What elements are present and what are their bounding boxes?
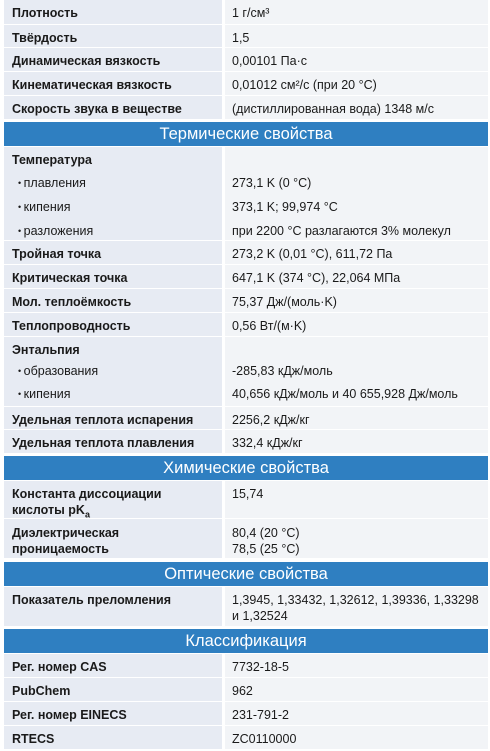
label-pka-text: кислоты pK bbox=[12, 503, 85, 517]
value-refractive-index bbox=[222, 587, 488, 627]
label-hardness: Твёрдость bbox=[4, 25, 222, 48]
value-density: 1 г/см³ bbox=[222, 0, 488, 25]
row-density bbox=[4, 0, 488, 25]
label-refractive-index: Показатель преломления bbox=[4, 587, 222, 627]
label-enthalpy-boiling: • кипения bbox=[12, 386, 230, 408]
section-chemical-header: Химические свойства bbox=[4, 456, 488, 480]
label-einecs: Рег. номер EINECS bbox=[4, 702, 222, 726]
label-kinematic-viscosity: Кинематическая вязкость bbox=[4, 72, 222, 96]
label-pka-subscript: a bbox=[84, 509, 90, 520]
row-dielectric bbox=[4, 519, 488, 559]
label-thermal-conductivity: Теплопроводность bbox=[4, 313, 222, 337]
label-critical-point: Критическая точка bbox=[4, 265, 222, 289]
value-boiling: 373,1 K; 99,974 °C bbox=[232, 200, 338, 214]
row-cas bbox=[4, 654, 488, 678]
row-rtecs bbox=[4, 726, 488, 750]
temperature-values bbox=[222, 147, 488, 241]
label-decomposition: • разложения bbox=[12, 223, 230, 245]
value-melting: 273,1 K (0 °C) bbox=[232, 176, 312, 190]
label-pka bbox=[4, 481, 222, 519]
row-sound-speed bbox=[4, 96, 488, 120]
row-fusion-heat bbox=[4, 430, 488, 454]
label-triple-point: Тройная точка bbox=[4, 241, 222, 265]
section-classification-header: Классификация bbox=[4, 629, 488, 653]
value-pubchem: 962 bbox=[222, 678, 488, 702]
label-melting: • плавления bbox=[12, 175, 230, 199]
value-dielectric-20: 80,4 (20 °C) bbox=[232, 526, 300, 540]
value-critical-point: 647,1 K (374 °C), 22,064 МПа bbox=[222, 265, 488, 289]
row-einecs bbox=[4, 702, 488, 726]
temperature-labels bbox=[4, 147, 222, 241]
label-density: Плотность bbox=[4, 0, 222, 25]
label-dielectric bbox=[4, 519, 222, 559]
row-pubchem bbox=[4, 678, 488, 702]
row-kinematic-viscosity bbox=[4, 72, 488, 96]
row-refractive-index bbox=[4, 587, 488, 627]
label-dynamic-viscosity: Динамическая вязкость bbox=[4, 48, 222, 72]
row-pka bbox=[4, 481, 488, 519]
enthalpy-values bbox=[222, 337, 488, 407]
value-dielectric bbox=[222, 519, 488, 559]
value-formation: -285,83 кДж/моль bbox=[232, 364, 333, 378]
value-refractive-index-line2: и 1,32524 bbox=[232, 609, 288, 623]
label-boiling: • кипения bbox=[12, 199, 230, 223]
label-enthalpy: Энтальпия bbox=[12, 343, 80, 357]
row-evaporation-heat bbox=[4, 407, 488, 430]
value-decomposition: при 2200 °C разлагаются 3% молекул bbox=[232, 224, 451, 238]
label-temperature: Температура bbox=[12, 153, 92, 167]
section-thermal-header: Термические свойства bbox=[4, 122, 488, 146]
row-thermal-conductivity bbox=[4, 313, 488, 337]
label-pubchem: PubChem bbox=[4, 678, 222, 702]
value-thermal-conductivity: 0,56 Вт/(м·K) bbox=[222, 313, 488, 337]
section-optical-header: Оптические свойства bbox=[4, 562, 488, 586]
value-hardness: 1,5 bbox=[222, 25, 488, 48]
value-pka: 15,74 bbox=[222, 481, 488, 519]
row-triple-point bbox=[4, 241, 488, 265]
label-heat-capacity: Мол. теплоёмкость bbox=[4, 289, 222, 313]
label-dielectric-line2: проницаемость bbox=[12, 542, 109, 556]
value-heat-capacity: 75,37 Дж/(моль·K) bbox=[222, 289, 488, 313]
label-fusion-heat: Удельная теплота плавления bbox=[4, 430, 222, 454]
value-sound-speed: (дистиллированная вода) 1348 м/с bbox=[222, 96, 488, 120]
value-evaporation-heat: 2256,2 кДж/кг bbox=[222, 407, 488, 430]
row-heat-capacity bbox=[4, 289, 488, 313]
label-evaporation-heat: Удельная теплота испарения bbox=[4, 407, 222, 430]
value-dynamic-viscosity: 0,00101 Па·с bbox=[222, 48, 488, 72]
label-rtecs: RTECS bbox=[4, 726, 222, 750]
label-cas: Рег. номер CAS bbox=[4, 654, 222, 678]
label-dielectric-line1: Диэлектрическая bbox=[12, 526, 120, 540]
value-enthalpy-boiling: 40,656 кДж/моль и 40 655,928 Дж/моль bbox=[232, 387, 458, 401]
enthalpy-labels bbox=[4, 337, 222, 407]
value-dielectric-25: 78,5 (25 °C) bbox=[232, 542, 300, 556]
label-formation: • образования bbox=[12, 363, 230, 386]
value-refractive-index-line1: 1,3945, 1,33432, 1,32612, 1,39336, 1,33298 bbox=[232, 593, 479, 607]
value-fusion-heat: 332,4 кДж/кг bbox=[222, 430, 488, 454]
value-cas: 7732-18-5 bbox=[222, 654, 488, 678]
value-triple-point: 273,2 K (0,01 °C), 611,72 Па bbox=[222, 241, 488, 265]
label-pka-line1: Константа диссоциации bbox=[12, 487, 162, 501]
value-rtecs: ZC0110000 bbox=[222, 726, 488, 750]
label-sound-speed: Скорость звука в веществе bbox=[4, 96, 222, 120]
row-critical-point bbox=[4, 265, 488, 289]
row-temperature-group bbox=[4, 147, 488, 241]
value-kinematic-viscosity: 0,01012 см²/с (при 20 °C) bbox=[222, 72, 488, 96]
row-dynamic-viscosity bbox=[4, 48, 488, 72]
row-enthalpy-group bbox=[4, 337, 488, 407]
value-einecs: 231-791-2 bbox=[222, 702, 488, 726]
row-hardness bbox=[4, 25, 488, 48]
